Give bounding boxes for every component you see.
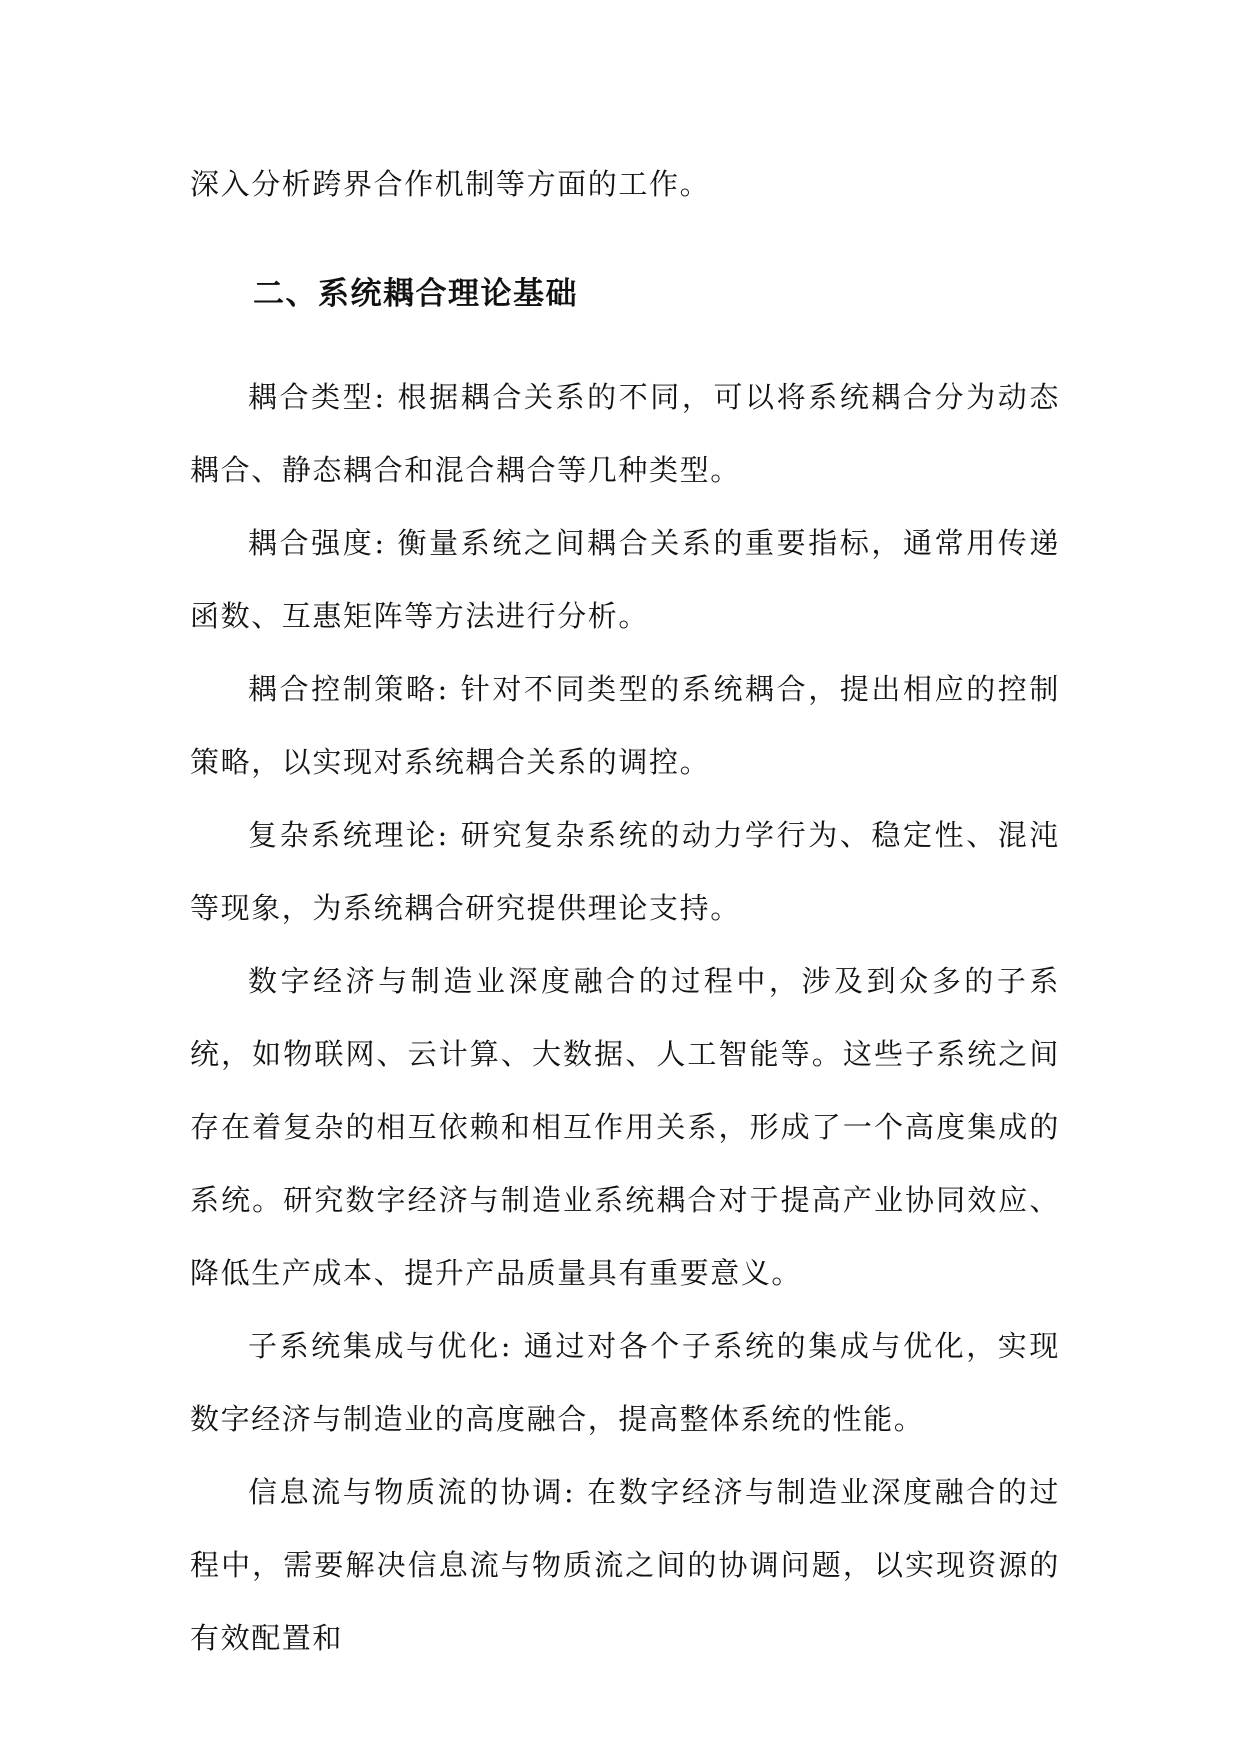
paragraph-info-material-flow: 信息流与物质流的协调: 在数字经济与制造业深度融合的过程中，需要解决信息流与物质流之间的协调问题，以实现资源的有效配置和 <box>190 1475 1060 1655</box>
paragraph-complex-systems: 复杂系统理论: 研究复杂系统的动力学行为、稳定性、混沌等现象，为系统耦合研究提供理论支持。 <box>190 818 1060 925</box>
paragraph-coupling-types: 耦合类型: 根据耦合关系的不同，可以将系统耦合分为动态耦合、静态耦合和混合耦合等几种类型。 <box>190 380 1060 487</box>
paragraph-digital-manufacturing: 数字经济与制造业深度融合的过程中，涉及到众多的子系统，如物联网、云计算、大数据、人工智能等。这些子系统之间存在着复杂的相互依赖和相互作用关系，形成了一个高度集成的系统。研究数字经济与制造业系统耦合对于提高产业协同效应、降低生产成本、提升产品质量具有重要意义。 <box>190 964 1060 1290</box>
section-heading: 二、系统耦合理论基础 <box>253 276 578 312</box>
intro-paragraph: 深入分析跨界合作机制等方面的工作。 <box>190 167 711 201</box>
paragraph-coupling-control: 耦合控制策略: 针对不同类型的系统耦合，提出相应的控制策略，以实现对系统耦合关系的调控。 <box>190 672 1060 779</box>
paragraph-subsystem-integration: 子系统集成与优化: 通过对各个子系统的集成与优化，实现数字经济与制造业的高度融合，提高整体系统的性能。 <box>190 1329 1060 1436</box>
paragraph-coupling-strength: 耦合强度: 衡量系统之间耦合关系的重要指标，通常用传递函数、互惠矩阵等方法进行分析。 <box>190 526 1060 633</box>
document-body <box>190 148 1060 1675</box>
